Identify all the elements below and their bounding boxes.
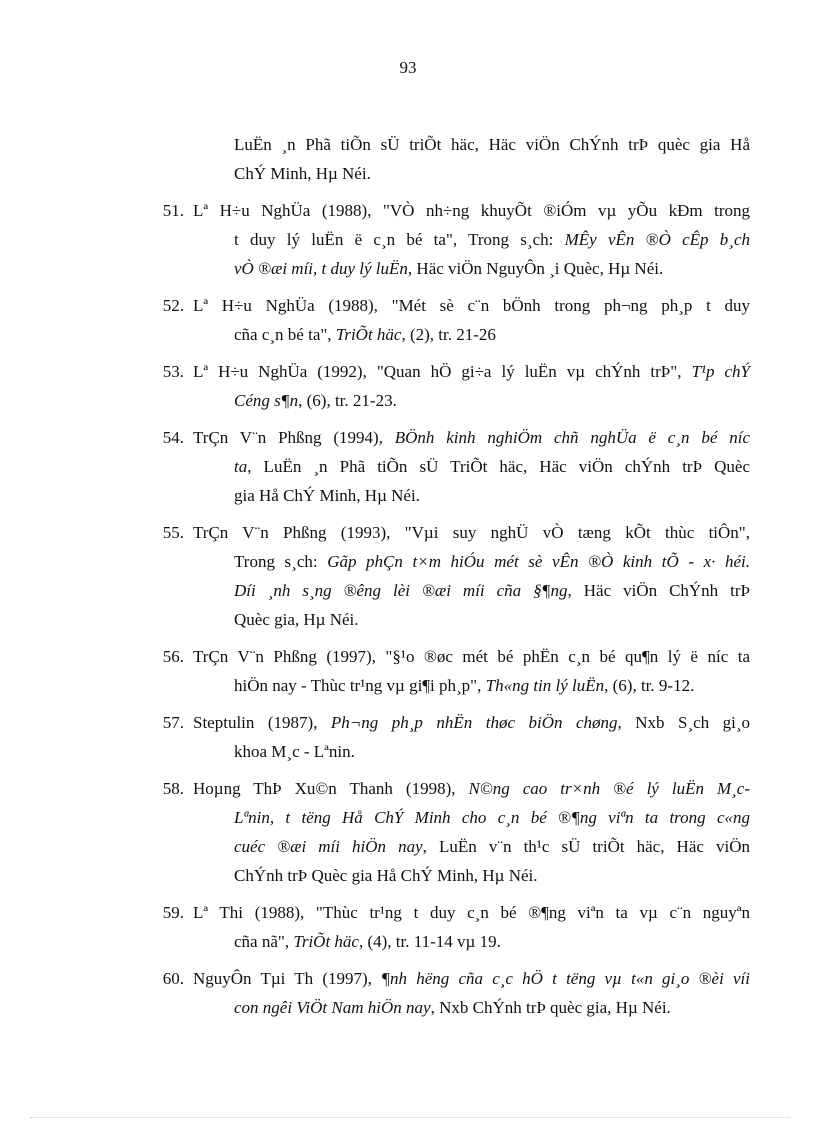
reference-title-italic: MÊy vÊn ®Ò cÊp b¸ch: [564, 230, 750, 249]
reference-line: [193, 452, 750, 481]
reference-number: 51.: [162, 201, 184, 220]
reference-text: , (6), tr. 21-23.: [298, 391, 397, 410]
reference-text: , Häc viÖn NguyÔn ¸i Quèc, Hµ Néi.: [407, 259, 664, 278]
reference-text: , (6), tr. 9-12.: [604, 676, 695, 695]
reference-line: [193, 386, 750, 415]
reference-text: Quèc gia, Hµ Néi.: [234, 610, 359, 629]
reference-number: 57.: [162, 713, 184, 732]
reference-text: hiÖn nay - Thùc tr¹ng vµ gi¶i ph¸p",: [234, 676, 486, 695]
reference-title-italic: con ngêi ViÖt Nam hiÖn nay: [234, 998, 431, 1017]
reference-number: 59.: [162, 903, 184, 922]
reference-title-italic: vÒ ®æi míi, t duy lý luËn: [234, 259, 408, 278]
reference-line: [193, 861, 750, 890]
reference-entry: [150, 357, 750, 415]
reference-text: , LuËn v¨n th¹c sÜ triÕt häc, Häc viÖn: [422, 837, 750, 856]
reference-entry: [150, 642, 750, 700]
reference-entry: [150, 964, 750, 1022]
reference-line: [193, 708, 750, 737]
reference-line: [193, 927, 750, 956]
reference-text: cña c¸n bé ta",: [234, 325, 336, 344]
reference-title-italic: T¹p chÝ: [691, 362, 750, 381]
reference-title-italic: Céng s¶n: [234, 391, 299, 410]
reference-line: [193, 196, 750, 225]
reference-text: khoa M¸c - Lªnin.: [234, 742, 355, 761]
reference-text: Trong s¸ch:: [234, 552, 328, 571]
reference-line: [193, 518, 750, 547]
reference-line: [193, 605, 750, 634]
reference-text: , Häc viÖn ChÝnh trÞ: [567, 581, 750, 600]
reference-title-italic: Gãp phÇn t×m hiÓu mét sè vÊn ®Ò kinh tÕ - x· héi.: [327, 552, 750, 571]
reference-continuation: [150, 130, 750, 188]
page-number: 93: [399, 58, 417, 77]
reference-text: , (2), tr. 21-26: [401, 325, 496, 344]
reference-line: [234, 159, 750, 188]
reference-text: , (4), tr. 11-14 vµ 19.: [358, 932, 501, 951]
reference-text: Lª H÷u NghÜa (1992), "Quan hÖ gi÷a lý luËn vµ chÝnh trÞ",: [193, 362, 692, 381]
reference-line: [193, 898, 750, 927]
reference-text: NguyÔn Tµi Th (1997),: [193, 969, 382, 988]
reference-number: 58.: [162, 779, 184, 798]
reference-line: [193, 671, 750, 700]
reference-text: Lª Thi (1988), "Thùc tr¹ng t duy c¸n bé ®¶ng viªn ta vµ c¨n nguyªn: [193, 903, 750, 922]
reference-entry: [150, 774, 750, 890]
reference-title-italic: ta: [234, 457, 248, 476]
reference-text: ChÝnh trÞ Quèc gia Hå ChÝ Minh, Hµ Néi.: [234, 866, 538, 885]
reference-text: , Nxb S¸ch gi¸o: [617, 713, 751, 732]
reference-text: Lª H÷u NghÜa (1988), "Mét sè c¨n bÖnh trong ph¬ng ph¸p t duy: [193, 296, 750, 315]
reference-line: [193, 547, 750, 576]
reference-title-italic: Lªnin, t tëng Hå ChÝ Minh cho c¸n bé ®¶ng viªn ta trong c«ng: [234, 808, 750, 827]
reference-line: [193, 423, 750, 452]
reference-entry: [150, 291, 750, 349]
reference-number: 53.: [162, 362, 184, 381]
reference-line: [234, 130, 750, 159]
reference-number: 54.: [162, 428, 184, 447]
reference-text: Lª H÷u NghÜa (1988), "VÒ nh÷ng khuyÕt ®iÓm vµ yÕu kÐm trong: [193, 201, 750, 220]
reference-entry: [150, 518, 750, 634]
reference-line: [193, 576, 750, 605]
reference-line: [193, 774, 750, 803]
reference-number: 56.: [162, 647, 184, 666]
reference-text: gia Hå ChÝ Minh, Hµ Néi.: [234, 486, 420, 505]
reference-text: , LuËn ¸n Phã tiÕn sÜ TriÕt häc, Häc viÖn chÝnh trÞ Quèc: [247, 457, 750, 476]
reference-line: [193, 320, 750, 349]
reference-text: t duy lý luËn ë c¸n bé ta", Trong s¸ch:: [234, 230, 565, 249]
reference-number: 55.: [162, 523, 184, 542]
reference-text: TrÇn V¨n Phßng (1993), "Vµi suy nghÜ vÒ tæng kÕt thùc tiÔn",: [193, 523, 750, 542]
reference-title-italic: N©ng cao tr×nh ®é lý luËn M¸c-: [468, 779, 750, 798]
reference-entry: [150, 196, 750, 283]
reference-title-italic: Th«ng tin lý luËn: [485, 676, 605, 695]
bottom-dotted-rule: [30, 1117, 790, 1118]
reference-line: [193, 357, 750, 386]
reference-line: [193, 642, 750, 671]
reference-line: [193, 481, 750, 510]
reference-text: , Nxb ChÝnh trÞ quèc gia, Hµ Néi.: [430, 998, 671, 1017]
reference-text: LuËn ¸n Phã tiÕn sÜ triÕt häc, Häc viÖn ChÝnh trÞ quèc gia Hå: [234, 135, 750, 154]
reference-entry: [150, 708, 750, 766]
reference-text: Hoµng ThÞ Xu©n Thanh (1998),: [193, 779, 469, 798]
reference-line: [193, 291, 750, 320]
reference-title-italic: Ph¬ng ph¸p nhËn thøc biÖn chøng: [330, 713, 618, 732]
reference-number: 52.: [162, 296, 184, 315]
reference-text: Steptulin (1987),: [193, 713, 331, 732]
reference-text: TrÇn V¨n Phßng (1997), "§¹o ®øc mét bé phËn c¸n bé qu¶n lý ë níc ta: [193, 647, 750, 666]
reference-title-italic: cuéc ®æi míi hiÖn nay: [234, 837, 423, 856]
reference-title-italic: Díi ¸nh s¸ng ®êng lèi ®æi míi cña §¶ng: [234, 581, 568, 600]
reference-text: ChÝ Minh, Hµ Néi.: [234, 164, 371, 183]
reference-text: TrÇn V¨n Phßng (1994),: [193, 428, 395, 447]
reference-line: [193, 737, 750, 766]
reference-line: [193, 993, 750, 1022]
reference-line: [193, 964, 750, 993]
reference-line: [193, 803, 750, 832]
reference-list: [150, 130, 750, 1030]
reference-text: cña nã",: [234, 932, 294, 951]
reference-title-italic: TriÕt häc: [293, 932, 359, 951]
reference-line: [193, 225, 750, 254]
reference-title-italic: TriÕt häc: [335, 325, 402, 344]
reference-entry: [150, 898, 750, 956]
reference-entry: [150, 423, 750, 510]
reference-line: [193, 832, 750, 861]
reference-number: 60.: [162, 969, 184, 988]
reference-title-italic: BÖnh kinh nghiÖm chñ nghÜa ë c¸n bé níc: [394, 428, 750, 447]
reference-line: [193, 254, 750, 283]
reference-title-italic: ¶nh hëng cña c¸c hÖ t tëng vµ t«n gi¸o ®èi víi: [381, 969, 750, 988]
